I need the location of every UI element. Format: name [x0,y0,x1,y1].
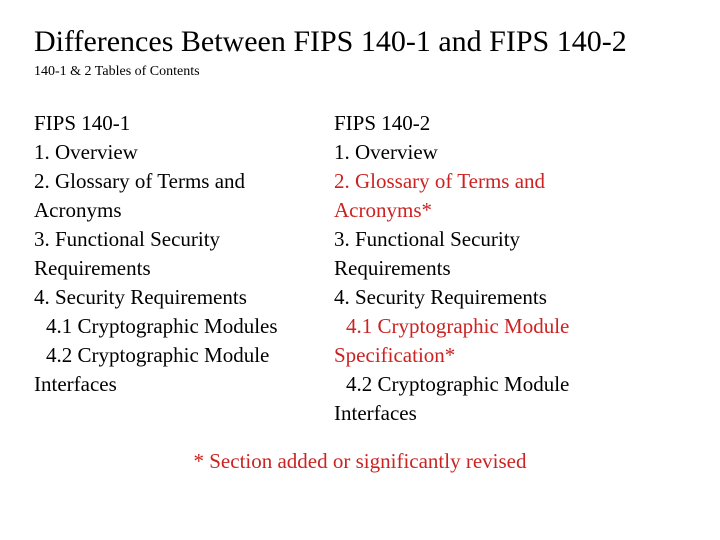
fips-140-1-contents [34,109,324,399]
toc-subitem-crypto-modules: 4.1 Cryptographic Modules [46,314,278,338]
toc-item-functional-security: 3. Functional Security [34,227,221,251]
toc-subitem-module-specification-cont: Specification* [334,343,456,367]
column-heading: FIPS 140-1 [34,111,131,135]
fips-140-2-contents [334,109,664,428]
toc-subitem-module-interfaces-cont: Interfaces [34,372,117,396]
page-title: Differences Between FIPS 140-1 and FIPS 140-2 [34,25,627,58]
toc-subitem-module-interfaces: 4.2 Cryptographic Module [346,372,570,396]
toc-subitem-module-specification: 4.1 Cryptographic Module [346,314,570,338]
toc-subitem-module-interfaces-cont: Interfaces [334,401,417,425]
toc-item-glossary-cont: Acronyms* [334,198,432,222]
toc-item-glossary: 2. Glossary of Terms and [334,169,546,193]
toc-item-functional-security-cont: Requirements [334,256,451,280]
toc-item-glossary-cont: Acronyms [34,198,122,222]
toc-item-security-requirements: 4. Security Requirements [34,285,247,309]
toc-item-overview: 1. Overview [334,140,438,164]
page-subtitle: 140-1 & 2 Tables of Contents [34,64,200,79]
toc-subitem-module-interfaces: 4.2 Cryptographic Module [46,343,270,367]
toc-item-functional-security: 3. Functional Security [334,227,521,251]
toc-item-glossary: 2. Glossary of Terms and [34,169,246,193]
column-heading: FIPS 140-2 [334,111,431,135]
revision-footnote: * Section added or significantly revised [193,449,527,473]
toc-item-functional-security-cont: Requirements [34,256,151,280]
toc-item-security-requirements: 4. Security Requirements [334,285,547,309]
toc-item-overview: 1. Overview [34,140,138,164]
